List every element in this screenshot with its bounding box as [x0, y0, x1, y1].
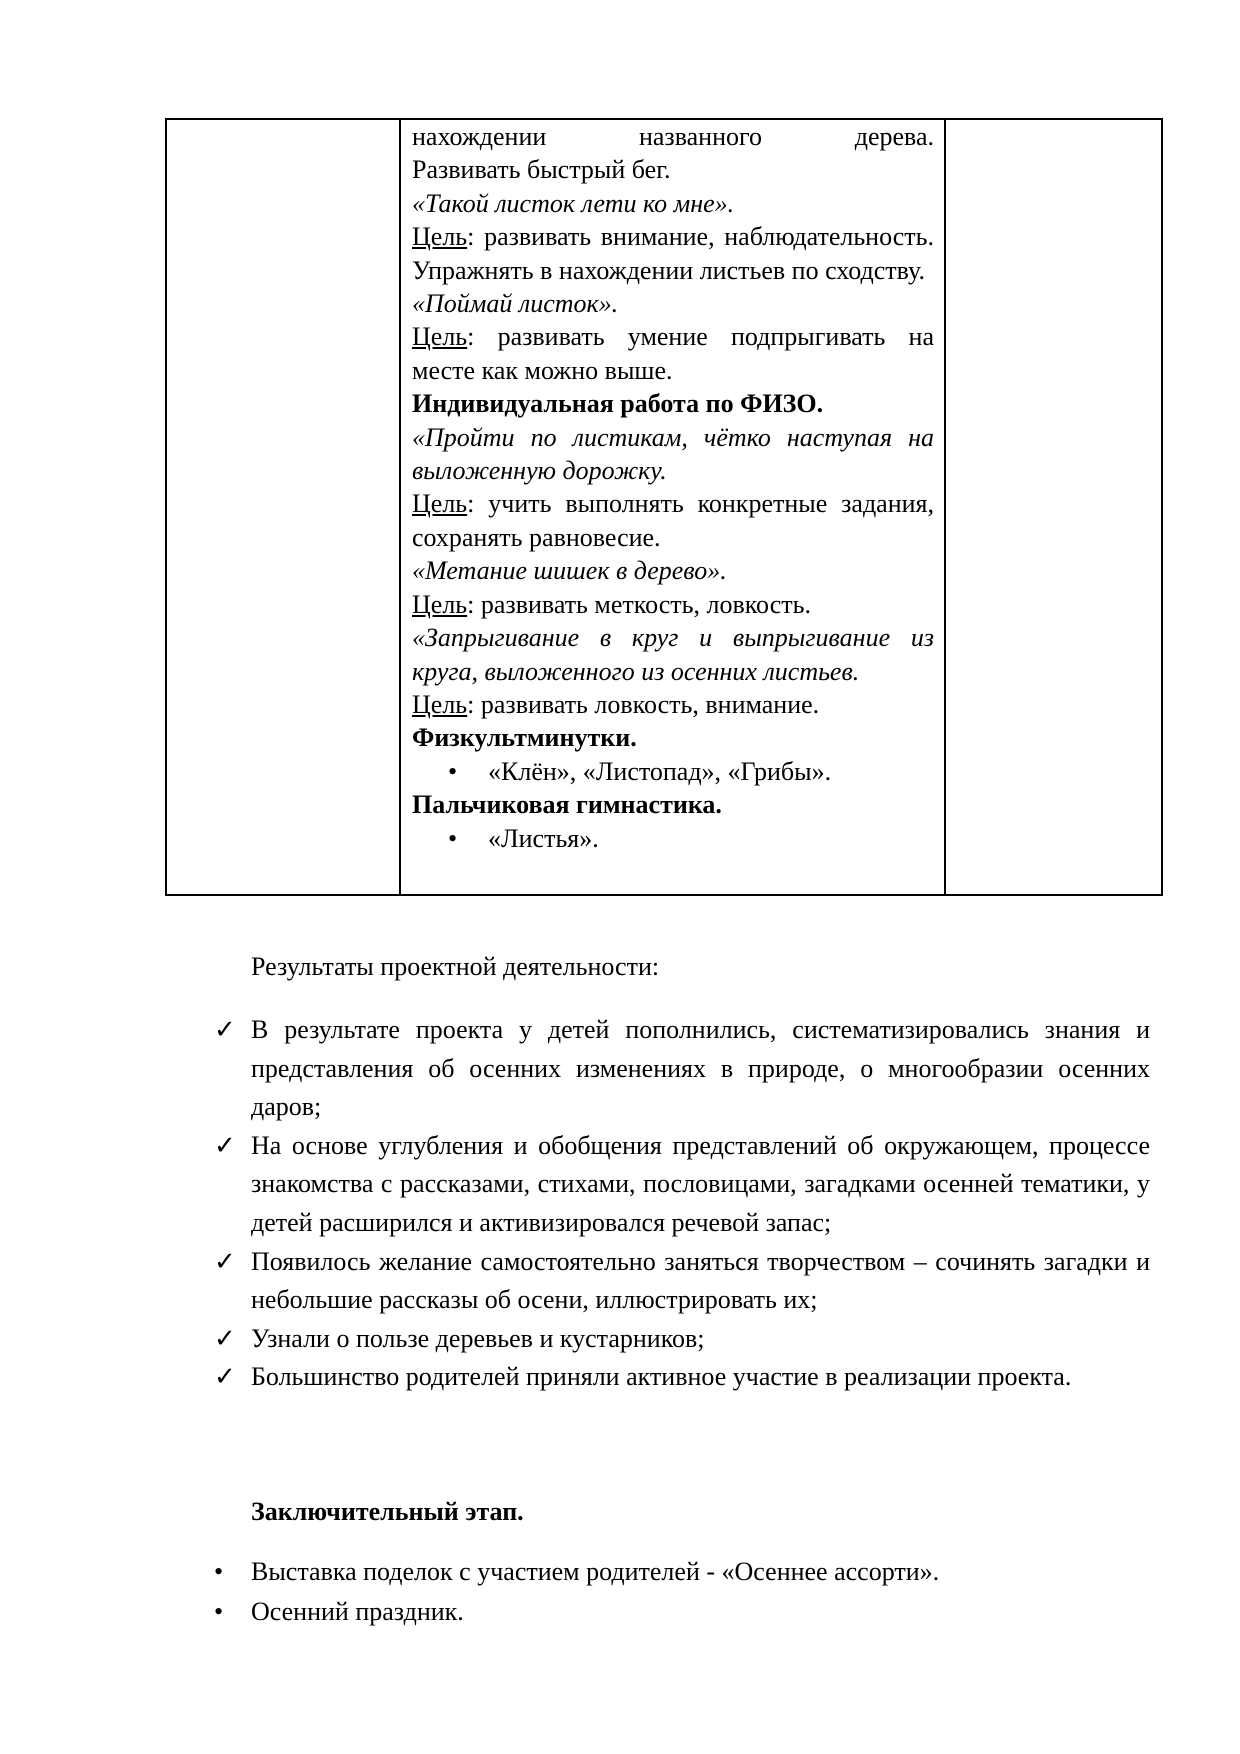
result-text: В результате проекта у детей пополнились, систематизировались знания и представления об осенних изменениях в природе, о многообразии осенних даров;: [251, 1015, 1150, 1122]
goal-label: Цель: [412, 322, 468, 352]
activity-table: [165, 118, 1163, 896]
goal-text: [412, 320, 934, 387]
checkmark-icon: ✓: [214, 1323, 236, 1353]
goal-text: [412, 487, 934, 554]
result-text: На основе углубления и обобщения представлений об окружающем, процессе знакомства с рассказами, стихами, пословицами, загадками осенней тематики, у детей расширился и активизировался речевой запас;: [251, 1130, 1150, 1237]
goal-text: [412, 588, 934, 621]
result-item: [214, 1127, 1150, 1243]
final-item: [214, 1557, 939, 1587]
goal-text: [412, 688, 934, 721]
goal-body: развивать умение подпрыгивать на месте как можно выше.: [412, 322, 934, 385]
game-title: «Запрыгивание в круг и выпрыгивание из круга, выложенного из осенних листьев.: [412, 623, 934, 686]
goal-label: Цель: [412, 589, 468, 619]
bullet-item: [412, 755, 934, 788]
goal-body: учить выполнять конкретные задания, сохранять равновесие.: [412, 489, 934, 552]
game-title: «Метание шишек в дерево».: [412, 556, 727, 586]
result-text: Появилось желание самостоятельно заняться творчеством – сочинять загадки и небольшие рассказы об осени, иллюстрировать их;: [251, 1246, 1150, 1315]
final-item: [214, 1597, 464, 1627]
colon: :: [467, 689, 475, 719]
section-heading: Физкультминутки.: [412, 723, 637, 753]
goal-body: развивать ловкость, внимание.: [480, 689, 820, 719]
goal-text: [412, 220, 934, 287]
goal-label: Цель: [412, 489, 468, 519]
colon: :: [467, 489, 475, 519]
section-heading: Индивидуальная работа по ФИЗО.: [412, 389, 824, 419]
final-item-text: Осенний праздник.: [251, 1597, 464, 1626]
game-title: «Пройти по листикам, чётко наступая на выложенную дорожку.: [412, 422, 934, 486]
text-line: нахождении названного дерева.: [412, 122, 934, 151]
bullet-text: «Клён», «Листопад», «Грибы».: [488, 756, 832, 786]
result-text: Большинство родителей приняли активное участие в реализации проекта.: [251, 1362, 1072, 1392]
checkmark-icon: ✓: [214, 1015, 236, 1044]
checkmark-icon: ✓: [214, 1362, 236, 1392]
colon: :: [467, 222, 475, 252]
result-item: [214, 1320, 1150, 1359]
goal-label: Цель: [412, 689, 468, 719]
table-cell-empty-left: [166, 119, 400, 895]
results-list: [214, 1011, 1150, 1397]
bullet-icon: •: [214, 1597, 224, 1626]
goal-label: Цель: [412, 222, 468, 252]
game-title: «Такой листок лети ко мне».: [412, 188, 735, 218]
goal-body: развивать внимание, наблюдательность. Упражнять в нахождении листьев по сходству.: [412, 222, 935, 285]
goal-body: развивать меткость, ловкость.: [480, 589, 811, 619]
final-item-text: Выставка поделок с участием родителей - «Осеннее ассорти».: [251, 1557, 940, 1586]
game-title: «Поймай листок».: [412, 289, 619, 319]
result-item: [214, 1011, 1150, 1127]
checkmark-icon: ✓: [214, 1130, 236, 1160]
colon: :: [467, 322, 475, 352]
colon: :: [467, 589, 475, 619]
bullet-icon: •: [214, 1557, 224, 1586]
result-item: [214, 1243, 1150, 1320]
section-heading: Пальчиковая гимнастика.: [412, 790, 722, 820]
bullet-text: «Листья».: [488, 823, 599, 853]
results-title: Результаты проектной деятельности:: [251, 952, 660, 981]
result-text: Узнали о пользе деревьев и кустарников;: [251, 1323, 705, 1353]
text-line: Развивать быстрый бег.: [412, 155, 671, 185]
checkmark-icon: ✓: [214, 1246, 236, 1276]
table-cell-content: [400, 119, 945, 895]
table-cell-empty-right: [945, 119, 1162, 895]
bullet-item: [412, 822, 934, 855]
result-item: [214, 1358, 1150, 1397]
final-stage-heading: Заключительный этап.: [251, 1497, 524, 1526]
